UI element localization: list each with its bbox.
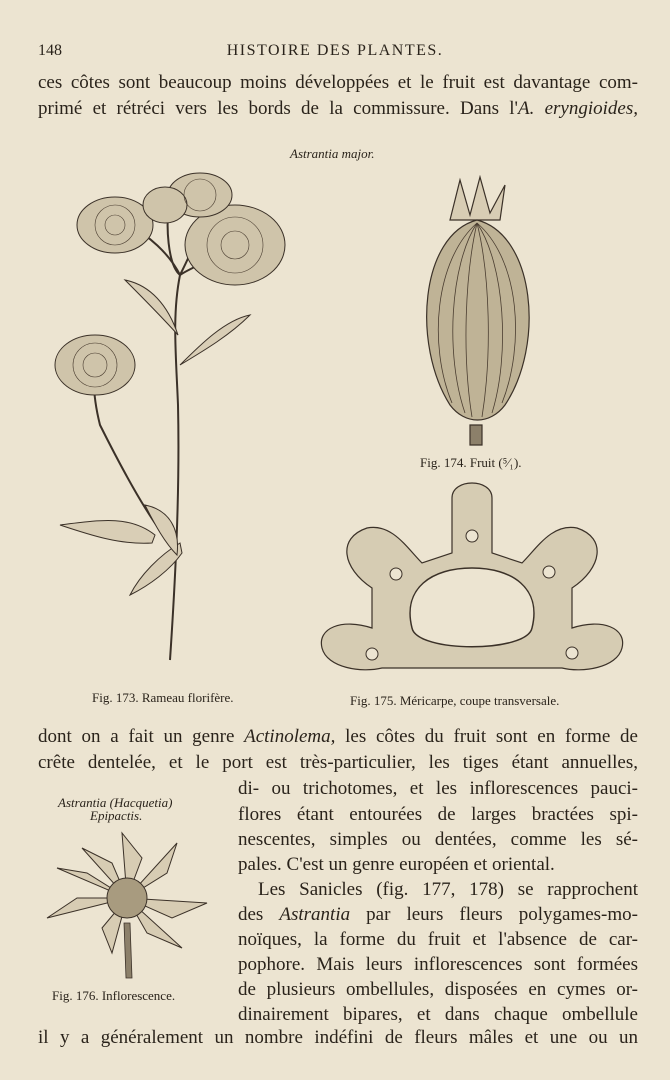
body-line: noïques, la forme du fruit et l'absence de car- <box>238 929 638 950</box>
taxon-name: Astrantia <box>279 904 351 925</box>
fruit-illustration <box>410 175 545 450</box>
text-run: par leurs fleurs polygames-mo- <box>350 904 638 925</box>
body-line: flores étant entourées de larges bractées spi- <box>238 804 638 825</box>
text-run: les côtes du fruit sont en forme de <box>335 726 638 747</box>
body-line <box>38 726 638 748</box>
taxon-name: A. eryngioides, <box>517 98 638 119</box>
body-line: Les Sanicles (fig. 177, 178) se rapprochent <box>258 879 638 900</box>
text-run: des <box>238 904 280 925</box>
body-line <box>238 904 638 926</box>
body-line: de plusieurs ombellules, disposées en cymes or- <box>238 979 638 1000</box>
body-line: dinairement bipares, et dans chaque ombellule <box>238 1004 638 1025</box>
body-line: nescentes, simples ou dentées, comme les sé- <box>238 829 638 850</box>
figure-caption: Fig. 174. Fruit (⁵⁄₁). <box>420 455 522 470</box>
body-line: pophore. Mais leurs inflorescences sont formées <box>238 954 638 975</box>
mericarp-section-illustration <box>312 478 632 678</box>
body-line: il y a généralement un nombre indéfini de fleurs mâles et une ou un <box>38 1027 638 1048</box>
body-line <box>38 98 638 120</box>
body-line: pales. C'est un genre européen et oriental. <box>238 854 555 875</box>
text-run: primé et rétréci vers les bords de la commissure. Dans l' <box>38 98 518 119</box>
figure-caption: Fig. 175. Méricarpe, coupe transversale. <box>350 693 560 708</box>
body-line: di- ou trichotomes, et les inflorescences pauci- <box>238 778 638 799</box>
page-number: 148 <box>38 42 62 59</box>
inflorescence-illustration <box>42 828 212 983</box>
body-line: ces côtes sont beaucoup moins développées et le fruit est davantage com- <box>38 72 638 93</box>
body-line: crête dentelée, et le port est très-particulier, les tiges étant annuelles, <box>38 752 638 773</box>
running-title: HISTOIRE DES PLANTES. <box>226 42 444 59</box>
figure-title: Astrantia (Hacquetia) <box>58 795 173 810</box>
figure-caption: Fig. 176. Inflorescence. <box>52 988 176 1003</box>
figure-title: Astrantia major. <box>290 146 375 161</box>
figure-caption: Fig. 173. Rameau florifère. <box>92 690 234 705</box>
text-run: dont on a fait un genre <box>38 726 245 747</box>
taxon-name: Actinolema, <box>244 726 336 747</box>
flowering-branch-illustration <box>40 165 310 675</box>
figure-title: Epipactis. <box>90 808 143 823</box>
